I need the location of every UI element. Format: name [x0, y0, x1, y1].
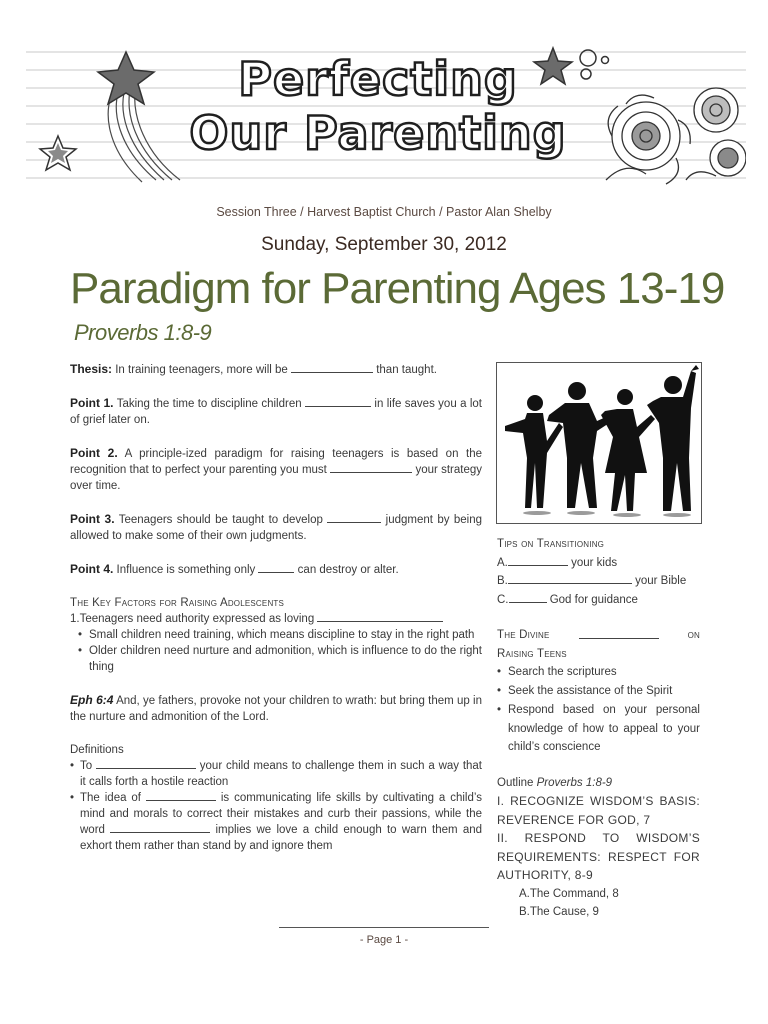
list-item: • The idea of is communicating life skills by cultivating a child’s mind and morals to correct their mistakes and curb their passions, while the word implies we love a child enough to warn them and exhort them rather than stand by and ignore them — [70, 790, 482, 854]
tip-b: B. your Bible — [497, 575, 687, 587]
fill-in-blank — [96, 758, 196, 769]
outline-item-i: I. RECOGNIZE WISDOM’S BASIS: REVERENCE FOR GOD, 7 — [497, 794, 700, 827]
scripture-eph: Eph 6:4 And, ye fathers, provoke not your children to wrath: but bring them up in the nurture and admonition of the Lord. — [70, 693, 483, 723]
list-item: • Small children need training, which means discipline to stay in the right path — [70, 627, 482, 643]
point-2: Point 2. A principle-ized paradigm for raising teenagers is based on the recognition that to perfect your parenting you must your strategy over time. — [70, 446, 483, 492]
point-1: Point 1. Taking the time to discipline children in life saves you a lot of grief later on. — [70, 396, 482, 426]
fill-in-blank — [508, 555, 568, 566]
fill-in-blank — [330, 462, 412, 473]
banner-title-line1: Perfecting — [238, 52, 518, 106]
fill-in-blank — [110, 822, 210, 833]
main-column — [70, 361, 482, 854]
teens-silhouette-image — [496, 362, 702, 524]
fill-in-blank — [327, 512, 381, 523]
outline-item-ii-b: B.The Cause, 9 — [519, 906, 599, 918]
tips-heading: Tips on Transitioning — [497, 538, 605, 550]
fill-in-blank — [146, 790, 216, 801]
divine-heading: The Divine on — [497, 629, 700, 641]
definitions — [70, 742, 482, 854]
sidebar-column — [497, 535, 700, 939]
sermon-date: Sunday, September 30, 2012 — [261, 234, 507, 255]
banner-title — [178, 52, 578, 160]
key-factors-item-1: 1.Teenagers need authority expressed as loving — [70, 611, 482, 627]
list-item: • Seek the assistance of the Spirit — [497, 682, 700, 701]
divine-list — [497, 663, 700, 757]
list-item: • Respond based on your personal knowledge of how to appeal to your child’s conscience — [497, 701, 700, 757]
flower-ornament — [606, 88, 746, 184]
definitions-list — [70, 758, 482, 854]
point-4: Point 4. Influence is something only can destroy or alter. — [70, 562, 399, 576]
outline-item-ii-a: A.The Command, 8 — [519, 887, 619, 900]
divine-section: The Divine on Raising Teens • Search the scriptures • Seek the assistance of the Spirit • Respond based on your personal knowledge of how to appeal to your child’s conscience — [497, 626, 700, 757]
list-item: • To your child means to challenge them in such a way that it calls forth a hostile reaction — [70, 758, 482, 790]
fill-in-blank — [291, 362, 373, 373]
definitions-heading: Definitions — [70, 744, 124, 756]
star-icon — [98, 52, 154, 104]
outline-heading: Outline Proverbs 1:8-9 — [497, 776, 613, 789]
tips-section — [497, 535, 700, 609]
page-number: - Page 1 - — [359, 934, 409, 946]
footer-divider — [279, 927, 489, 928]
banner-title-line2: Our Parenting — [189, 106, 567, 160]
fill-in-blank — [317, 611, 443, 622]
point-3: Point 3. Teenagers should be taught to develop judgment by being allowed to make some of their own judgments. — [70, 512, 482, 542]
thesis: Thesis: In training teenagers, more will be than taught. — [70, 362, 437, 376]
outline-section — [497, 774, 700, 922]
fill-in-blank — [305, 396, 371, 407]
list-item: • Search the scriptures — [497, 663, 700, 682]
fill-in-blank — [258, 562, 294, 573]
outline-item-ii: II. RESPOND TO WISDOM’S REQUIREMENTS: RESPECT FOR AUTHORITY, 8-9 — [497, 831, 700, 882]
scripture-reference: Proverbs 1:8-9 — [74, 320, 212, 345]
key-factors-heading: The Key Factors for Raising Adolescents — [70, 597, 285, 609]
session-info: Session Three / Harvest Baptist Church / Pastor Alan Shelby — [216, 205, 552, 219]
tip-c: C. God for guidance — [497, 593, 638, 606]
page-title: Paradigm for Parenting Ages 13-19 — [70, 264, 725, 313]
list-item: • Older children need nurture and admonition, which is influence to do the right thing — [70, 643, 482, 675]
tip-a: A. your kids — [497, 556, 618, 569]
key-factors — [70, 595, 482, 675]
fill-in-blank — [508, 573, 632, 584]
key-factors-list — [70, 627, 482, 675]
fill-in-blank — [579, 628, 659, 639]
fill-in-blank — [509, 592, 547, 603]
